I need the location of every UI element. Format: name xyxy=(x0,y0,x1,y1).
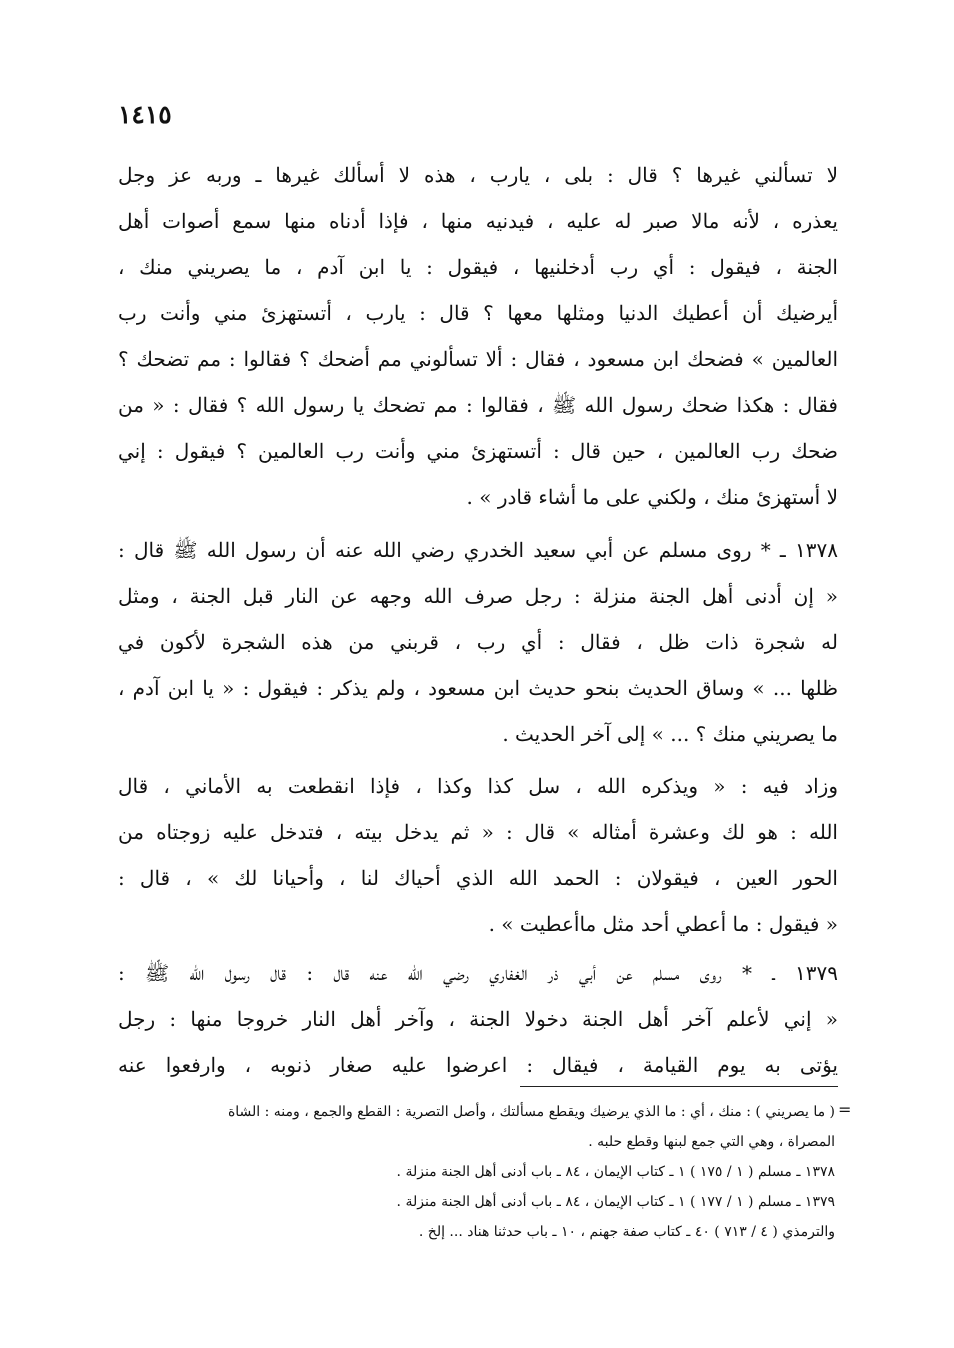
text-line: لا أستهزئ منك ، ولكني على ما أشاء قادر » . xyxy=(466,485,838,509)
text-line: ١٣٧٩ ـ * روى مسلم عن أبي ذر الغفاري رضي الله عنه قال : قال رسول الله ﷺ : xyxy=(118,961,838,985)
text-line: يؤتى به يوم القيامة ، فيقال : اعرضوا عليه صغار ذنوبه ، وارفعوا عنه xyxy=(118,1053,838,1077)
text-line: يعذره ، لأنه مالا صبر له عليه ، فيدنيه منها ، فإذا أدناه منها سمع أصوات أهل xyxy=(118,209,838,233)
paragraph-1 xyxy=(118,152,838,520)
text-line: له شجرة ذات ظل ، فقال : أي رب ، قربني من هذه الشجرة لأكون في xyxy=(118,630,838,654)
footnote-line: ١٣٧٨ ـ مسلم ( ١ / ١٧٥ ) ١ ـ كتاب الإيمان ، ٨٤ ـ باب أدنى أهل الجنة منزلة . xyxy=(396,1164,835,1180)
footnote-line: ( ما يصريني ) : منك ، أي : ما الذي يرضيك ويقطع مسألتك ، وأصل التصرية : القطع والجمع ، ومنه : الشاة xyxy=(227,1104,835,1120)
footnote-line: ١٣٧٩ ـ مسلم ( ١ / ١٧٧ ) ١ ـ كتاب الإيمان ، ٨٤ ـ باب أدنى أهل الجنة منزلة . xyxy=(396,1194,835,1210)
paragraph-addition xyxy=(118,763,838,947)
text-line: « فيقول : ما أعطي أحد مثل ماأعطيت » . xyxy=(488,912,838,936)
footnote-separator xyxy=(520,1086,838,1087)
page-number: ١٤١٥ xyxy=(118,100,172,129)
text-line: ما يصريني منك ؟ ... » إلى آخر الحديث . xyxy=(502,722,838,746)
text-line: الجنة ، فيقول : أي رب أدخلنيها ، فيقول : يا ابن آدم ، ما يصريني منك ، xyxy=(118,255,838,279)
text-line: « إن أدنى أهل الجنة منزلة : رجل صرف الله وجهه عن النار قبل الجنة ، ومثل xyxy=(118,584,838,608)
text-line: العالمين » فضحك ابن مسعود ، فقال : ألا تسألوني مم أضحك ؟ فقالوا : مم تضحك ؟ xyxy=(118,347,838,371)
text-line: لا تسألني غيرها ؟ قال : بلى ، يارب ، هذه لا أسألك غيرها ـ وربه عز وجل xyxy=(118,163,838,187)
text-line: « إني لأعلم آخر أهل الجنة دخولا الجنة ، وآخر أهل النار خروجا منها : رجل xyxy=(118,1007,838,1031)
text-line: الحور العين ، فيقولان : الحمد الله الذي أحياك لنا ، وأحيانا لك » ، قال : xyxy=(118,866,838,890)
text-line: وزاد فيه : « ويذكره الله ، سل كذا وكذا ، فإذا انقطعت به الأماني ، قال xyxy=(118,774,838,798)
footnotes xyxy=(170,1097,835,1247)
text-line: ظلها ... » وساق الحديث بنحو حديث ابن مسعود ، ولم يذكر : فيقول : « يا ابن آدم ، xyxy=(118,676,838,700)
text-line: ١٣٧٨ ـ * روى مسلم عن أبي سعيد الخدري رضي الله عنه أن رسول الله ﷺ قال : xyxy=(118,538,838,562)
continuation-mark: = xyxy=(838,1100,852,1119)
footnote-line: المصراة ، وهي التي جمع لبنها وقطع حلبه . xyxy=(588,1134,835,1150)
paragraph-1379 xyxy=(118,950,838,1088)
text-line: فقال : هكذا ضحك رسول الله ﷺ ، فقالوا : مم تضحك يا رسول الله ؟ فقال : « من xyxy=(118,393,838,417)
text-line: أيرضيك أن أعطيك الدنيا ومثلها معها ؟ قال : يارب ، أتستهزئ مني وأنت رب xyxy=(118,301,838,325)
footnote-line: والترمذي ( ٤ / ٧١٣ ) ٤٠ ـ كتاب صفة جهنم ، ١٠ ـ باب حدثنا هناد ... إلخ . xyxy=(418,1224,835,1240)
text-line: ضحك رب العالمين ، حين قال : أتستهزئ مني وأنت رب العالمين ؟ فيقول : إني xyxy=(118,439,838,463)
paragraph-1378 xyxy=(118,527,838,757)
text-line: الله : هو لك وعشرة أمثاله » قال : « ثم يدخل بيته ، فتدخل عليه زوجتاه من xyxy=(118,820,838,844)
